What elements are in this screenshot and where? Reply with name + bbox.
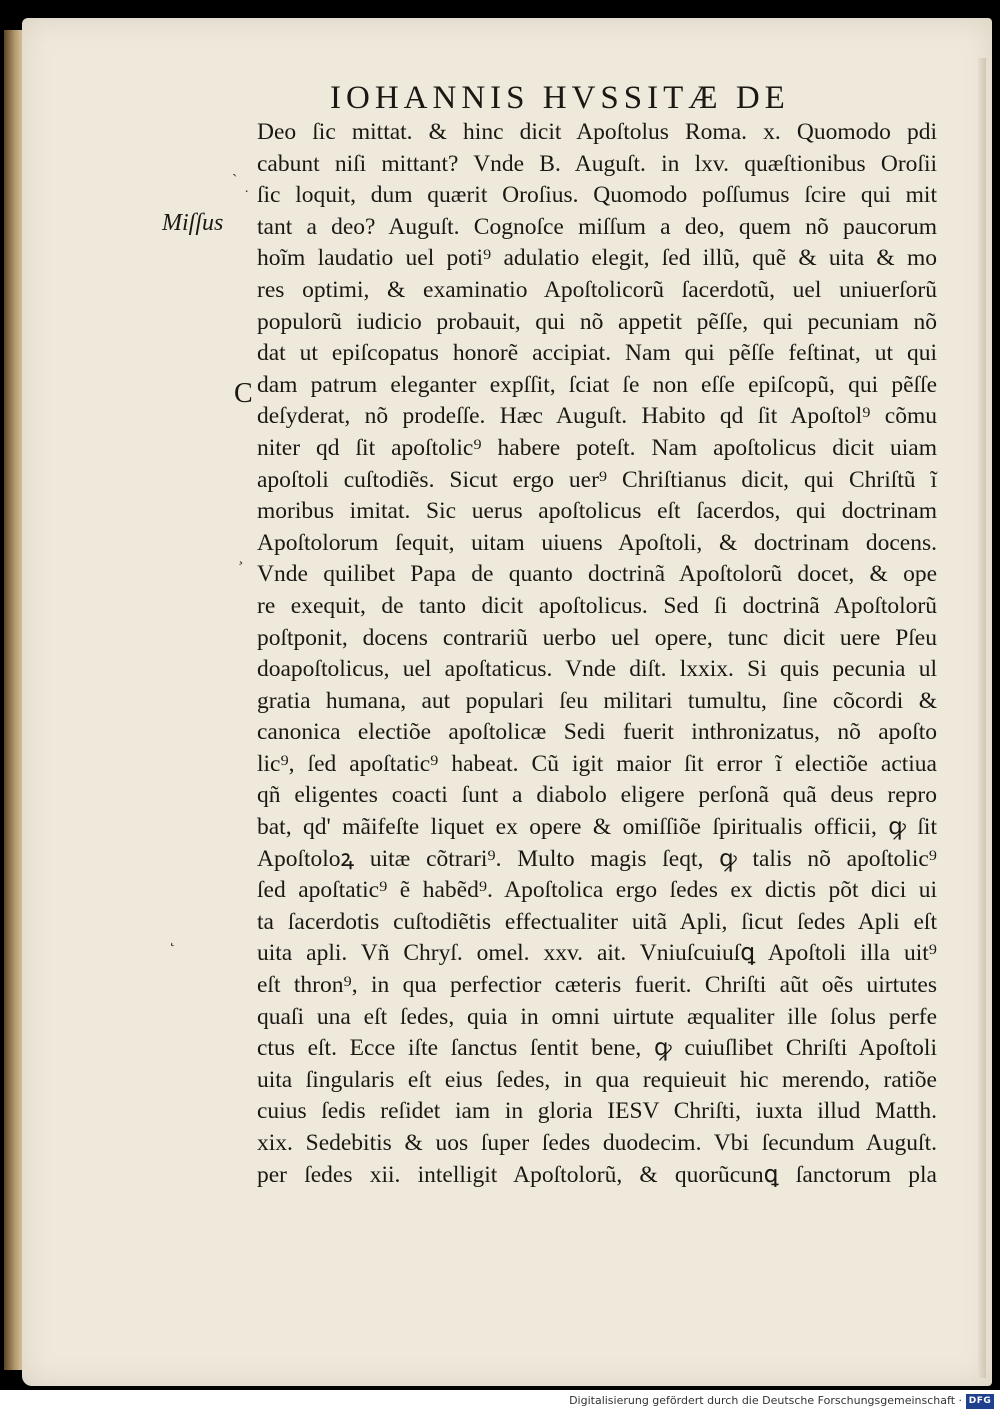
dfg-logo: DFG bbox=[966, 1394, 994, 1409]
text-line: uita apli. Vñ Chryſ. omel. xxv. ait. Vniuſcuiuſꝗ Apoſtoli illa uit⁹ bbox=[257, 940, 937, 967]
section-letter: C bbox=[234, 378, 253, 409]
text-line: ſic loquit, dum quærit Oroſius. Quomodo poſſumus ſcire qui mit bbox=[257, 182, 937, 209]
funding-credit: Digitalisierung gefördert durch die Deutsche Forschungsgemeinschaft · bbox=[569, 1394, 962, 1407]
text-line: dat ut epiſcopatus honorẽ accipiat. Nam qui pẽſſe feſtinat, ut qui bbox=[257, 340, 937, 367]
text-line: Vnde quilibet Papa de quanto doctrinã Apoſtolorũ docet, & ope bbox=[257, 561, 937, 588]
body-text bbox=[257, 117, 937, 1191]
text-line: ctus eſt. Ecce iſte ſanctus ſentit bene, ꝙ cuiuſlibet Chriſti Apoſtoli bbox=[257, 1035, 937, 1062]
text-line: per ſedes xii. intelligit Apoſtolorũ, & quorũcunꝗ ſanctorum pla bbox=[257, 1161, 937, 1188]
text-line: gratia humana, aut populari ſeu militari tumultu, ſine cõcordi & bbox=[257, 687, 937, 714]
text-line: res optimi, & examinatio Apoſtolicorũ ſacerdotũ, uel uniuerſorũ bbox=[257, 276, 937, 303]
footer-bar bbox=[0, 1390, 1000, 1414]
text-line: cabunt niſi mittant? Vnde B. Auguſt. in lxv. quæſtionibus Oroſii bbox=[257, 150, 937, 177]
text-line: niter qd ſit apoſtolic⁹ habere poteſt. Nam apoſtolicus dicit uiam bbox=[257, 434, 937, 461]
text-line: re exequit, de tanto dicit apoſtolicus. Sed ſi doctrinã Apoſtolorũ bbox=[257, 592, 937, 619]
text-line: Deo ſic mittat. & hinc dicit Apoſtolus Roma. x. Quomodo pdi bbox=[257, 119, 937, 145]
text-line: xix. Sedebitis & uos ſuper ſedes duodecim. Vbi ſecundum Auguſt. bbox=[257, 1130, 937, 1156]
text-line: populorũ iudicio probauit, qui nõ appetit pẽſſe, qui pecuniam nõ bbox=[257, 308, 937, 335]
text-line: ſed apoſtatic⁹ ẽ habẽd⁹. Apoſtolica ergo ſedes ex dictis põt dici ui bbox=[257, 877, 937, 904]
text-line: Apoſtolorum ſequit, uitam uiuens Apoſtoli, & doctrinam docens. bbox=[257, 529, 937, 556]
text-line: cuius ſedis reſidet iam in gloria IESV Chriſti, iuxta illud Matth. bbox=[257, 1098, 937, 1125]
text-line: eſt thron⁹, in qua perfectior cæteris fuerit. Chriſti aũt oẽs uirtutes bbox=[257, 972, 937, 999]
book-spine-edge bbox=[4, 30, 24, 1370]
text-line: bat, qd' mãifeſte liquet ex opere & omiſſiõe ſpiritualis officii, ꝙ ſit bbox=[257, 814, 937, 841]
text-line: qñ eligentes coacti ſunt a diabolo eligere perſonã quã deus repro bbox=[257, 782, 937, 809]
stray-mark: ˛ bbox=[170, 930, 176, 947]
stray-mark: ¸ bbox=[238, 548, 244, 565]
text-line: moribus imitat. Sic uerus apoſtolicus eſt ſacerdos, qui doctrinam bbox=[257, 498, 937, 525]
text-line: deſyderat, nõ prodeſſe. Hæc Auguſt. Habito qd ſit Apoſtol⁹ cõmu bbox=[257, 403, 937, 430]
text-line: doapoſtolicus, uel apoſtaticus. Vnde diſt. lxxix. Si quis pecunia ul bbox=[257, 656, 937, 683]
text-line: lic⁹, ſed apoſtatic⁹ habeat. Cũ igit maior ſit error ĩ electiõe actiua bbox=[257, 750, 937, 777]
text-line: uita ſingularis eſt eius ſedes, in qua requieuit hic merendo, ratiõe bbox=[257, 1066, 937, 1093]
stray-mark: ` bbox=[232, 172, 238, 189]
text-line: quaſi una eſt ſedes, quia in omni uirtute æqualiter ille ſolus perfe bbox=[257, 1003, 937, 1030]
text-line: apoſtoli cuſtodiẽs. Sicut ergo uer⁹ Chriſtianus dicit, qui Chriſtũ ĩ bbox=[257, 466, 937, 493]
text-line: poſtponit, docens contrariũ uerbo uel opere, tunc dicit uere Pſeu bbox=[257, 624, 937, 651]
text-line: tant a deo? Auguſt. Cognoſce miſſum a deo, quem nõ paucorum bbox=[257, 213, 937, 240]
text-line: hoĩm laudatio uel poti⁹ adulatio elegit, ſed illũ, quẽ & uita & mo bbox=[257, 245, 937, 272]
text-line: ta ſacerdotis cuſtodiẽtis effectualiter uitã Apli, ſicut ſedes Apli eſt bbox=[257, 908, 937, 935]
page-right-edge bbox=[978, 58, 986, 1378]
text-line: Apoſtoloꝝ uitæ cõtrari⁹. Multo magis ſeqt, ꝙ talis nõ apoſtolic⁹ bbox=[257, 845, 937, 872]
text-line: dam patrum eleganter expſſit, ſciat ſe non eſſe epiſcopũ, qui pẽſſe bbox=[257, 371, 937, 398]
running-head: IOHANNIS HVSSITÆ DE bbox=[330, 80, 790, 116]
text-line: canonica electiõe apoſtolicæ Sedi fuerit inthronizatus, nõ apoſto bbox=[257, 719, 937, 746]
margin-note: Miſſus bbox=[162, 210, 224, 236]
stray-mark: ˙ bbox=[244, 188, 250, 205]
